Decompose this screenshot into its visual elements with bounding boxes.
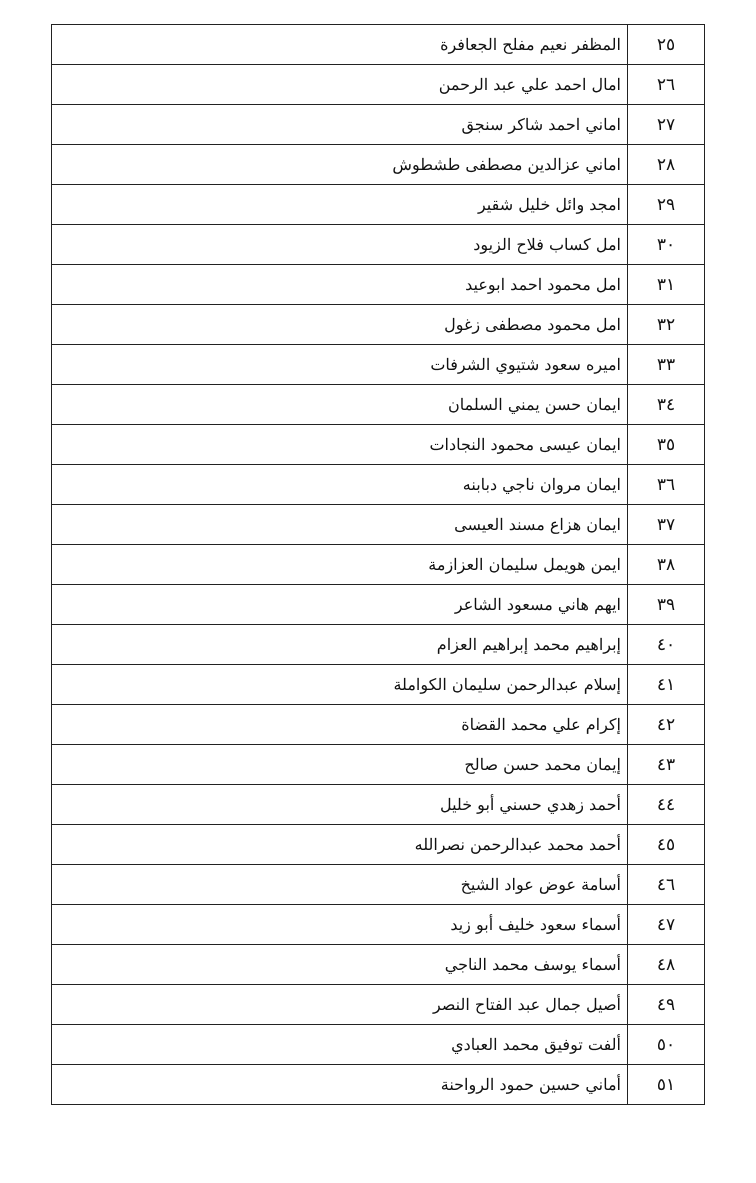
- row-name: امجد وائل خليل شقير: [52, 185, 628, 225]
- table-row: [52, 825, 705, 865]
- row-number: ٢٧: [628, 105, 705, 145]
- table-row: [52, 345, 705, 385]
- row-name: ايمن هويمل سليمان العزازمة: [52, 545, 628, 585]
- row-number: ٢٨: [628, 145, 705, 185]
- row-name: اميره سعود شتيوي الشرفات: [52, 345, 628, 385]
- row-name: ايمان مروان ناجي دبابنه: [52, 465, 628, 505]
- row-name: أحمد زهدي حسني أبو خليل: [52, 785, 628, 825]
- table-row: [52, 545, 705, 585]
- table-row: [52, 1065, 705, 1105]
- row-name: ايهم هاني مسعود الشاعر: [52, 585, 628, 625]
- row-name: إكرام علي محمد القضاة: [52, 705, 628, 745]
- table-row: [52, 1025, 705, 1065]
- row-name: أحمد محمد عبدالرحمن نصرالله: [52, 825, 628, 865]
- table-row: [52, 625, 705, 665]
- row-number: ٣٩: [628, 585, 705, 625]
- row-number: ٥٠: [628, 1025, 705, 1065]
- row-name: ايمان حسن يمني السلمان: [52, 385, 628, 425]
- table-row: [52, 105, 705, 145]
- table-row: [52, 665, 705, 705]
- row-number: ٣٧: [628, 505, 705, 545]
- row-name: أصيل جمال عبد الفتاح النصر: [52, 985, 628, 1025]
- row-name: أسماء يوسف محمد الناجي: [52, 945, 628, 985]
- row-name: أماني حسين حمود الرواحنة: [52, 1065, 628, 1105]
- row-number: ٣٣: [628, 345, 705, 385]
- table-row: [52, 745, 705, 785]
- row-number: ٤٦: [628, 865, 705, 905]
- row-number: ٤١: [628, 665, 705, 705]
- table-row: [52, 65, 705, 105]
- table-row: [52, 465, 705, 505]
- table-row: [52, 25, 705, 65]
- table-row: [52, 905, 705, 945]
- names-table-body: [52, 25, 705, 1105]
- row-number: ٤٩: [628, 985, 705, 1025]
- row-name: امال احمد علي عبد الرحمن: [52, 65, 628, 105]
- row-name: امل محمود احمد ابوعيد: [52, 265, 628, 305]
- names-table: [51, 24, 705, 1105]
- table-row: [52, 585, 705, 625]
- row-name: ألفت توفيق محمد العبادي: [52, 1025, 628, 1065]
- table-row: [52, 145, 705, 185]
- row-name: امل محمود مصطفى زغول: [52, 305, 628, 345]
- table-row: [52, 505, 705, 545]
- row-name: أسامة عوض عواد الشيخ: [52, 865, 628, 905]
- row-name: إبراهيم محمد إبراهيم العزام: [52, 625, 628, 665]
- table-row: [52, 425, 705, 465]
- table-row: [52, 305, 705, 345]
- row-number: ٤٢: [628, 705, 705, 745]
- row-number: ٤٠: [628, 625, 705, 665]
- row-number: ٣٦: [628, 465, 705, 505]
- row-number: ٢٩: [628, 185, 705, 225]
- row-name: إيمان محمد حسن صالح: [52, 745, 628, 785]
- table-row: [52, 385, 705, 425]
- row-number: ٥١: [628, 1065, 705, 1105]
- table-row: [52, 265, 705, 305]
- row-number: ٤٧: [628, 905, 705, 945]
- row-number: ٣٢: [628, 305, 705, 345]
- table-row: [52, 225, 705, 265]
- table-row: [52, 985, 705, 1025]
- table-row: [52, 705, 705, 745]
- table-row: [52, 785, 705, 825]
- table-row: [52, 945, 705, 985]
- row-number: ٣٨: [628, 545, 705, 585]
- row-number: ٣٠: [628, 225, 705, 265]
- row-number: ٣٤: [628, 385, 705, 425]
- row-name: المظفر نعيم مفلح الجعافرة: [52, 25, 628, 65]
- row-number: ٣٥: [628, 425, 705, 465]
- row-name: امل كساب فلاح الزيود: [52, 225, 628, 265]
- row-number: ٣١: [628, 265, 705, 305]
- row-name: أسماء سعود خليف أبو زيد: [52, 905, 628, 945]
- row-name: إسلام عبدالرحمن سليمان الكواملة: [52, 665, 628, 705]
- row-name: ايمان عيسى محمود النجادات: [52, 425, 628, 465]
- row-number: ٢٦: [628, 65, 705, 105]
- row-number: ٤٤: [628, 785, 705, 825]
- row-number: ٤٥: [628, 825, 705, 865]
- table-row: [52, 185, 705, 225]
- row-number: ٤٨: [628, 945, 705, 985]
- row-name: ايمان هزاع مسند العيسى: [52, 505, 628, 545]
- table-row: [52, 865, 705, 905]
- row-number: ٤٣: [628, 745, 705, 785]
- row-name: اماني عزالدين مصطفى طشطوش: [52, 145, 628, 185]
- row-name: اماني احمد شاكر سنجق: [52, 105, 628, 145]
- row-number: ٢٥: [628, 25, 705, 65]
